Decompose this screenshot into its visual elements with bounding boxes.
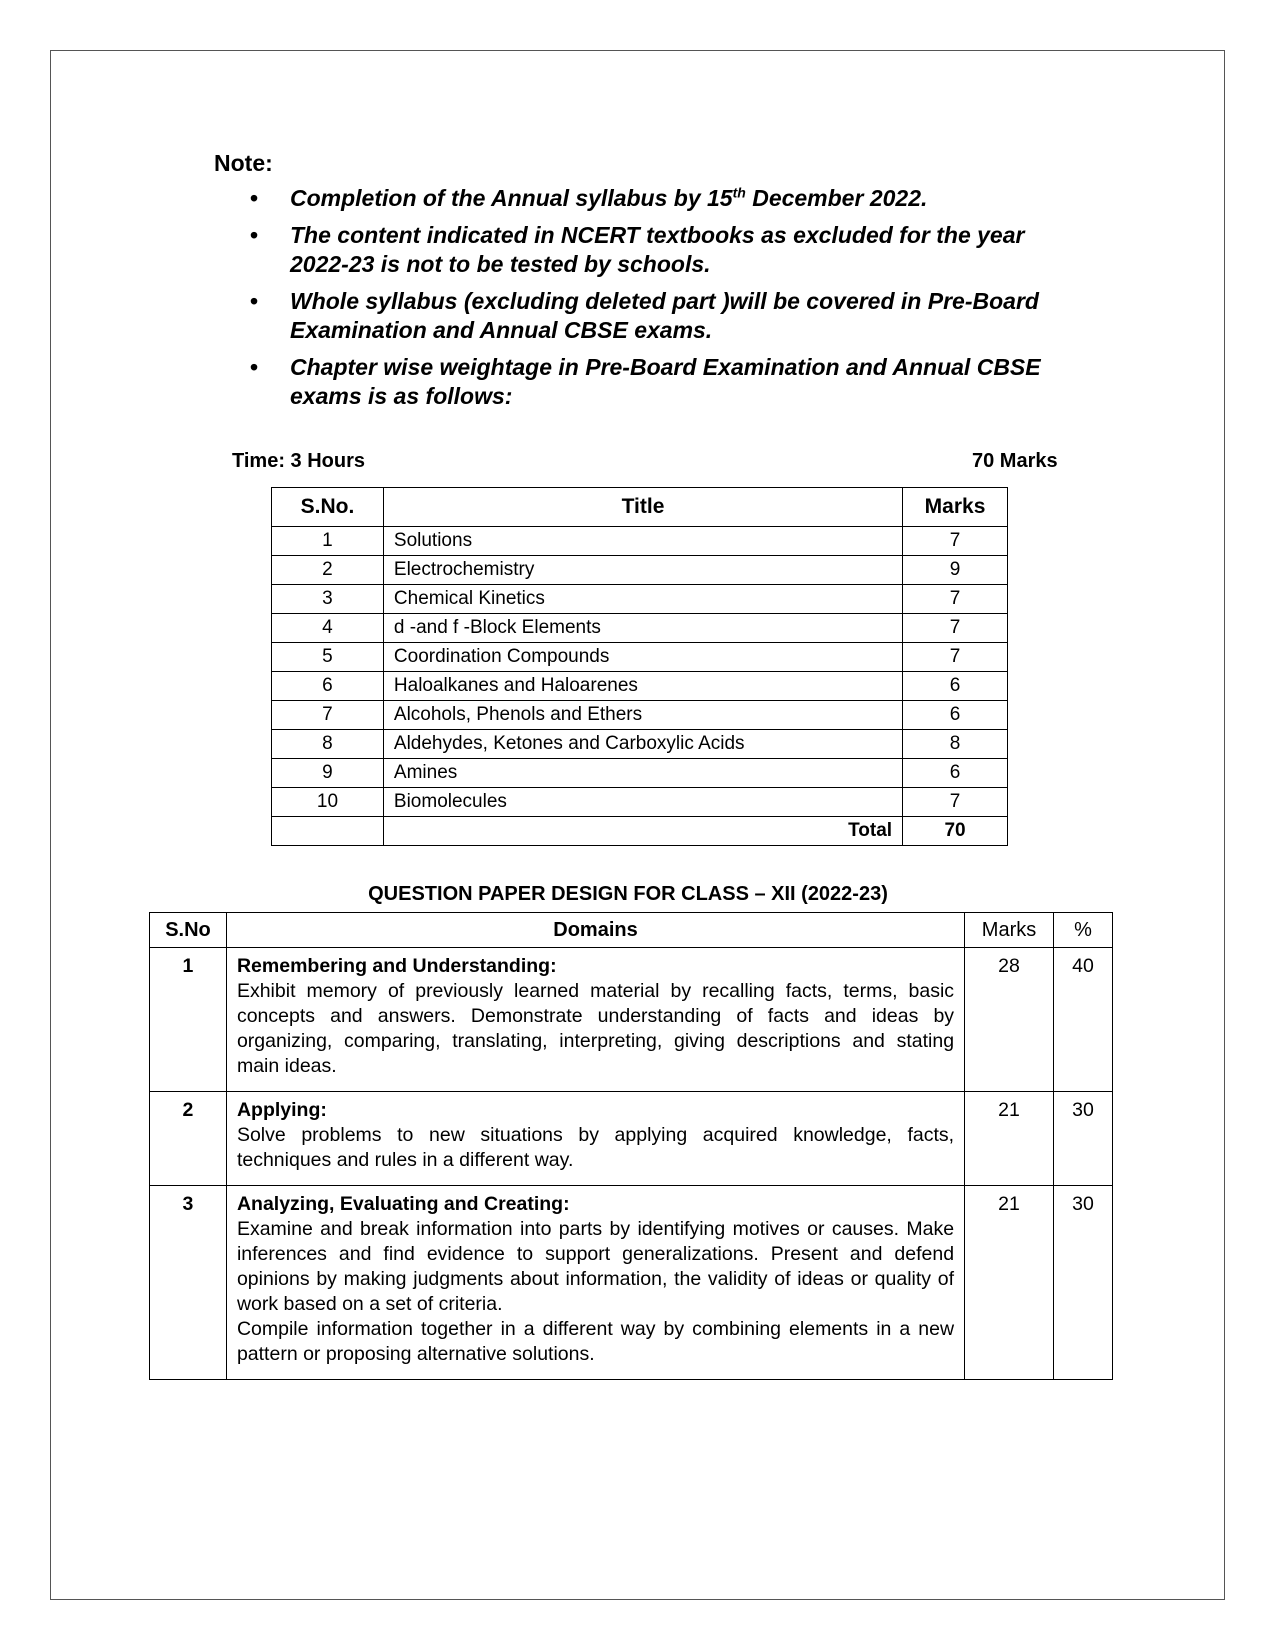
row-title: Coordination Compounds (383, 643, 902, 672)
domain-heading: Analyzing, Evaluating and Creating: (236, 1193, 570, 1215)
domain-description: Compile information together in a different way by combining elements in a new pattern or proposing alternative solutions. (236, 1318, 955, 1365)
total-row (272, 817, 1008, 846)
row-percent: 30 (1054, 1092, 1113, 1186)
row-marks: 7 (903, 585, 1008, 614)
col-marks: Marks (965, 913, 1054, 948)
domain-heading: Applying: (236, 1099, 327, 1121)
row-title: Amines (383, 759, 902, 788)
note-item: • Chapter wise weightage in Pre-Board Examination and Annual CBSE exams is as follows: (240, 353, 1060, 411)
col-percent: % (1054, 913, 1113, 948)
row-domain (226, 1186, 964, 1380)
row-sno: 7 (272, 701, 384, 730)
table-row (272, 585, 1008, 614)
row-marks: 6 (903, 672, 1008, 701)
row-marks: 28 (965, 948, 1054, 1092)
row-title: Solutions (383, 527, 902, 556)
table-row (272, 672, 1008, 701)
row-title: Aldehydes, Ketones and Carboxylic Acids (383, 730, 902, 759)
table-row (272, 527, 1008, 556)
row-sno: 3 (272, 585, 384, 614)
table-row (272, 759, 1008, 788)
col-sno: S.No. (272, 488, 384, 527)
design-title: QUESTION PAPER DESIGN FOR CLASS – XII (2022-23) (368, 883, 888, 905)
weightage-table (271, 487, 1008, 846)
table-row (272, 643, 1008, 672)
col-domains: Domains (226, 913, 964, 948)
col-title: Title (383, 488, 902, 527)
col-marks: Marks (903, 488, 1008, 527)
table-row (150, 1092, 1113, 1186)
domain-description: Exhibit memory of previously learned material by recalling facts, terms, basic concepts and answers. Demonstrate understanding of facts and ideas by organizing, comparing, translating, interpreting, giving descriptions and stating main ideas. (236, 980, 955, 1077)
exam-total-marks: 70 Marks (972, 450, 1058, 472)
table-row (272, 788, 1008, 817)
row-sno: 5 (272, 643, 384, 672)
row-title: Electrochemistry (383, 556, 902, 585)
domain-description: Examine and break information into parts by identifying motives or causes. Make inferences and find evidence to support generalizations. Present and defend opinions by making judgments about information, the validity of ideas or quality of work based on a set of criteria. (236, 1218, 955, 1315)
total-value: 70 (903, 817, 1008, 846)
row-percent: 40 (1054, 948, 1113, 1092)
row-sno: 2 (272, 556, 384, 585)
row-marks: 7 (903, 788, 1008, 817)
col-sno: S.No (150, 913, 227, 948)
table-row (272, 556, 1008, 585)
design-table (149, 912, 1113, 1380)
row-sno: 8 (272, 730, 384, 759)
note-item: • Completion of the Annual syllabus by 15th December 2022. (240, 184, 1060, 213)
row-domain (226, 1092, 964, 1186)
row-marks: 21 (965, 1092, 1054, 1186)
table-row (272, 614, 1008, 643)
row-sno: 2 (150, 1092, 227, 1186)
row-domain (226, 948, 964, 1092)
empty-cell (272, 817, 384, 846)
row-marks: 7 (903, 643, 1008, 672)
row-title: Alcohols, Phenols and Ethers (383, 701, 902, 730)
domain-description: Solve problems to new situations by applying acquired knowledge, facts, techniques and rules in a different way. (236, 1124, 955, 1171)
table-row (150, 1186, 1113, 1380)
row-sno: 10 (272, 788, 384, 817)
row-marks: 7 (903, 614, 1008, 643)
table-row (272, 701, 1008, 730)
row-marks: 7 (903, 527, 1008, 556)
row-sno: 6 (272, 672, 384, 701)
row-sno: 1 (272, 527, 384, 556)
row-title: Biomolecules (383, 788, 902, 817)
row-sno: 4 (272, 614, 384, 643)
row-sno: 3 (150, 1186, 227, 1380)
table-row (150, 948, 1113, 1092)
note-heading: Note: (214, 150, 273, 176)
table-header-row (150, 913, 1113, 948)
row-title: Haloalkanes and Haloarenes (383, 672, 902, 701)
note-list (240, 184, 1060, 419)
note-item: • Whole syllabus (excluding deleted part )will be covered in Pre-Board Examination and Annual CBSE exams. (240, 287, 1060, 345)
row-title: d -and f -Block Elements (383, 614, 902, 643)
row-marks: 6 (903, 701, 1008, 730)
domain-heading: Remembering and Understanding: (236, 955, 557, 977)
note-item: • The content indicated in NCERT textbooks as excluded for the year 2022-23 is not to be tested by schools. (240, 221, 1060, 279)
total-label: Total (383, 817, 902, 846)
row-marks: 21 (965, 1186, 1054, 1380)
exam-time: Time: 3 Hours (232, 450, 365, 472)
row-sno: 9 (272, 759, 384, 788)
row-percent: 30 (1054, 1186, 1113, 1380)
row-marks: 8 (903, 730, 1008, 759)
row-sno: 1 (150, 948, 227, 1092)
row-title: Chemical Kinetics (383, 585, 902, 614)
table-row (272, 730, 1008, 759)
row-marks: 6 (903, 759, 1008, 788)
row-marks: 9 (903, 556, 1008, 585)
table-header-row (272, 488, 1008, 527)
